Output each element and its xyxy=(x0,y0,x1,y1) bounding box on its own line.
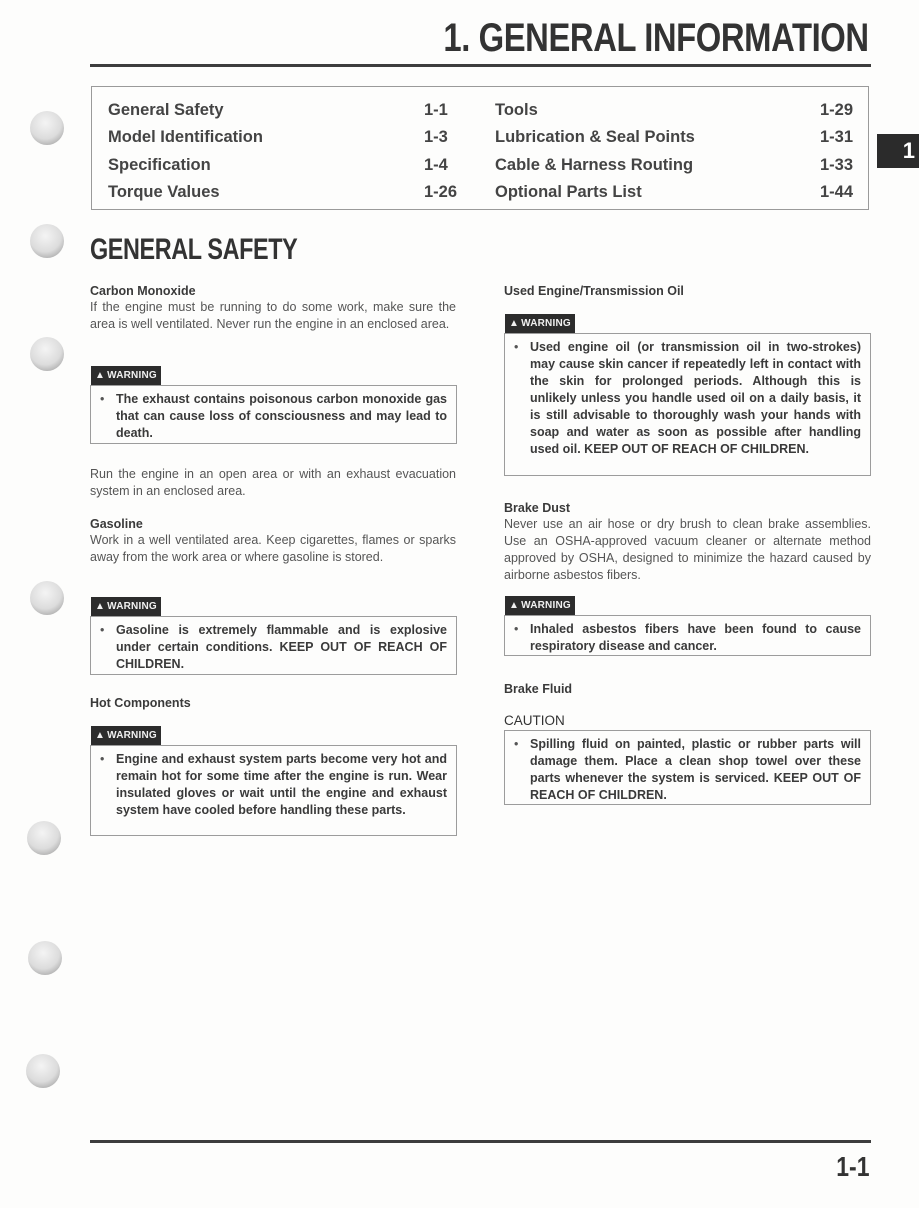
toc-page: 1-44 xyxy=(820,183,854,201)
binder-hole xyxy=(30,581,64,615)
toc-item[interactable]: Lubrication & Seal Points xyxy=(495,128,695,146)
subsection-heading-brake-dust: Brake Dust xyxy=(504,501,570,515)
toc-item[interactable]: Optional Parts List xyxy=(495,183,642,201)
paragraph: Work in a well ventilated area. Keep cigarettes, flames or sparks away from the work area or where gasoline is stored. xyxy=(90,533,456,564)
binder-hole xyxy=(26,1054,60,1088)
binder-hole xyxy=(28,941,62,975)
subsection-heading-carbon-monoxide: Carbon Monoxide xyxy=(90,284,196,298)
warning-box xyxy=(90,745,457,836)
toc-item[interactable]: Tools xyxy=(495,101,538,119)
warning-box xyxy=(90,616,457,675)
toc-page: 1-3 xyxy=(424,128,448,146)
bullet: • xyxy=(514,340,519,354)
warning-triangle-icon: ▲ xyxy=(509,318,520,329)
chapter-tab: 1 xyxy=(877,134,919,168)
subsection-heading-used-oil: Used Engine/Transmission Oil xyxy=(504,284,684,298)
bullet: • xyxy=(100,623,105,637)
warning-text: Inhaled asbestos fibers have been found to cause respiratory disease and cancer. xyxy=(530,622,861,653)
toc-page: 1-31 xyxy=(820,128,854,146)
warning-box xyxy=(504,615,871,656)
bullet: • xyxy=(100,752,105,766)
table-of-contents xyxy=(91,86,869,210)
warning-triangle-icon: ▲ xyxy=(95,370,106,381)
warning-badge: ▲ WARNING xyxy=(505,314,575,333)
toc-item[interactable]: Model Identification xyxy=(108,128,263,146)
toc-page: 1-26 xyxy=(424,183,458,201)
page-number: 1-1 xyxy=(835,1151,869,1182)
warning-text: Used engine oil (or transmission oil in two-strokes) may cause skin cancer if repeatedly left in contact with the skin for prolonged periods. Although this is unlikely unless you handle used oil on a daily basis, it is still advisable to thoroughly wash your hands with soap and water as soon as possible after handling used oil. KEEP OUT OF REACH OF CHILDREN. xyxy=(530,340,861,456)
header-rule xyxy=(90,64,871,67)
caution-box xyxy=(504,730,871,805)
paragraph: Never use an air hose or dry brush to clean brake assemblies. Use an OSHA-approved vacuum cleaner or alternate method approved by OSHA, designed to minimize the hazard caused by airborne asbestos fibers. xyxy=(504,517,871,582)
warning-badge: ▲ WARNING xyxy=(91,366,161,385)
binder-hole xyxy=(30,337,64,371)
warning-badge: ▲ WARNING xyxy=(91,597,161,616)
warning-triangle-icon: ▲ xyxy=(95,730,106,741)
warning-box xyxy=(90,385,457,444)
toc-item[interactable]: Specification xyxy=(108,156,211,174)
paragraph: Run the engine in an open area or with an exhaust evacuation system in an enclosed area. xyxy=(90,467,456,498)
bullet: • xyxy=(514,737,519,751)
binder-hole xyxy=(30,224,64,258)
chapter-title: 1. GENERAL INFORMATION xyxy=(443,16,869,60)
caution-text: Spilling fluid on painted, plastic or rubber parts will damage them. Place a clean shop towel over these parts whenever the system is serviced. KEEP OUT OF REACH OF CHILDREN. xyxy=(530,737,861,802)
subsection-heading-hot-components: Hot Components xyxy=(90,696,191,710)
section-title: GENERAL SAFETY xyxy=(90,233,298,266)
warning-badge: ▲ WARNING xyxy=(91,726,161,745)
subsection-heading-brake-fluid: Brake Fluid xyxy=(504,682,573,696)
warning-triangle-icon: ▲ xyxy=(95,601,106,612)
warning-badge: ▲ WARNING xyxy=(505,596,575,615)
warning-text: The exhaust contains poisonous carbon monoxide gas that can cause loss of consciousness and may lead to death. xyxy=(116,392,447,440)
toc-page: 1-1 xyxy=(424,101,448,119)
binder-hole xyxy=(30,111,64,145)
toc-item[interactable]: Torque Values xyxy=(108,183,220,201)
warning-text: Gasoline is extremely flammable and is explosive under certain conditions. KEEP OUT OF REACH OF CHILDREN. xyxy=(116,623,447,671)
subsection-heading-gasoline: Gasoline xyxy=(90,517,143,531)
paragraph: If the engine must be running to do some work, make sure the area is well ventilated. Never run the engine in an enclosed area. xyxy=(90,300,456,331)
toc-page: 1-33 xyxy=(820,156,854,174)
bullet: • xyxy=(100,392,105,406)
warning-triangle-icon: ▲ xyxy=(509,600,520,611)
caution-label: CAUTION xyxy=(504,713,565,728)
toc-page: 1-4 xyxy=(424,156,448,174)
binder-hole xyxy=(27,821,61,855)
toc-item[interactable]: Cable & Harness Routing xyxy=(495,156,694,174)
warning-box xyxy=(504,333,871,476)
toc-page: 1-29 xyxy=(820,101,854,119)
toc-item[interactable]: General Safety xyxy=(108,101,224,119)
footer-rule xyxy=(90,1140,871,1143)
bullet: • xyxy=(514,622,519,636)
warning-text: Engine and exhaust system parts become very hot and remain hot for some time after the engine is run. Wear insulated gloves or wait until the engine and exhaust system have cooled before handling these parts. xyxy=(116,752,447,817)
